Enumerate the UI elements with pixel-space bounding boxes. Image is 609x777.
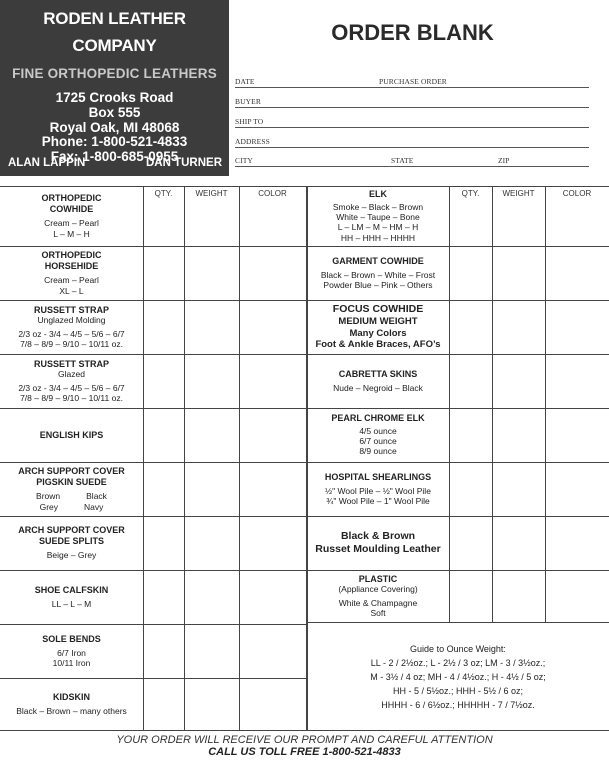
item-title: ORTHOPEDIC [41, 193, 102, 204]
item-line: Black – Brown – many others [16, 705, 127, 716]
item-title: HOSPITAL SHEARLINGS [324, 471, 432, 482]
item-elk [307, 186, 449, 246]
item-line: 2/3 oz - 3/4 – 4/5 – 5/6 – 6/7 [18, 382, 125, 393]
item-russett-strap-glazed [0, 354, 143, 408]
item-title: SHOE CALFSKIN [34, 585, 109, 596]
item-shoe-calfskin [0, 570, 143, 624]
contact-person-2: DAN TURNER [145, 157, 222, 169]
ship-to-label: SHIP TO [235, 117, 264, 126]
item-line: 6/7 ounce [359, 436, 397, 447]
guide-line: HH - 5 / 5½oz.; HHH - 5½ / 6 oz; [392, 685, 524, 696]
item-line: XL – L [59, 285, 84, 296]
item-line: L – LM – M – HM – H [337, 222, 419, 233]
item-line: Cream – Pearl [44, 218, 99, 229]
col-divider [143, 186, 144, 730]
item-arch-suede [0, 516, 143, 570]
item-line: Powder Blue – Pink – Others [323, 280, 433, 291]
item-line: Glazed [58, 369, 85, 380]
item-title: RUSSETT STRAP [33, 304, 109, 315]
item-line: MEDIUM WEIGHT [338, 316, 418, 328]
item-line: 4/5 ounce [359, 425, 397, 436]
color-header-right: COLOR [562, 189, 592, 198]
weight-header-right: WEIGHT [502, 189, 535, 198]
contact-person-1: ALAN LAPPIN [8, 157, 86, 169]
address-fax: Fax: 1-800-685-0955 [50, 149, 179, 165]
buyer-field[interactable] [235, 94, 589, 108]
address-label: ADDRESS [235, 137, 270, 146]
item-line: 6/7 Iron [57, 647, 86, 658]
col-divider [184, 186, 185, 730]
item-line: 10/11 Iron [52, 657, 91, 668]
zip-label: ZIP [498, 156, 510, 165]
item-line: ¾" Wool Pile – 1" Wool Pile [326, 496, 430, 507]
address-box: Box 555 [88, 104, 141, 120]
weight-header-left: WEIGHT [195, 189, 228, 198]
guide-title: Guide to Ounce Weight: [410, 643, 506, 654]
item-title: SOLE BENDS [42, 634, 101, 644]
footer-attention: YOUR ORDER WILL RECEIVE OUR PROMPT AND CAREFUL ATTENTION [116, 734, 493, 746]
item-line: Brown [36, 491, 61, 502]
col-divider [239, 186, 240, 730]
item-russett-strap-unglazed [0, 300, 143, 354]
date-label: DATE [235, 77, 255, 86]
item-title: HORSEHIDE [44, 260, 99, 271]
qty-header-right: QTY. [461, 189, 480, 198]
item-line: Beige – Grey [46, 550, 97, 561]
order-table [0, 186, 609, 730]
color-pair [40, 502, 104, 512]
col-divider [449, 186, 450, 622]
item-title: Black & Brown [340, 530, 416, 542]
item-title: GARMENT COWHIDE [332, 255, 424, 266]
item-title: ELK [369, 189, 387, 200]
company-name-line1: RODEN LEATHER [43, 9, 186, 28]
purchase-order-label: PURCHASE ORDER [379, 77, 447, 86]
item-title: PIGSKIN SUEDE [36, 476, 107, 487]
item-garment-cowhide [307, 246, 449, 300]
item-line: LL – L – M [51, 598, 92, 609]
item-line: White & Champagne [338, 597, 418, 608]
table-bottom-border [0, 730, 609, 731]
address-field[interactable] [235, 134, 589, 148]
item-title: SUEDE SPLITS [38, 535, 104, 546]
state-label: STATE [391, 156, 414, 165]
item-line: White – Taupe – Bone [336, 212, 420, 223]
item-line: 7/8 – 8/9 – 9/10 – 10/11 oz. [20, 338, 123, 349]
item-line: Smoke – Black – Brown [332, 201, 424, 212]
item-line: Navy [84, 501, 104, 512]
ship-to-field[interactable] [235, 114, 589, 128]
col-divider [545, 186, 546, 622]
address-street: 1725 Crooks Road [55, 90, 174, 105]
item-line: 2/3 oz - 3/4 – 4/5 – 5/6 – 6/7 [18, 328, 125, 339]
item-english-kips [0, 408, 143, 462]
item-focus-cowhide [307, 300, 449, 354]
item-sole-bends [0, 624, 143, 678]
footer-toll-free: CALL US TOLL FREE 1-800-521-4833 [208, 746, 401, 758]
guide-line: HHHH - 6 / 6½oz.; HHHHH - 7 / 7½oz. [381, 699, 535, 710]
address-city: Royal Oak, MI 48068 [49, 119, 180, 135]
item-line: ½" Wool Pile – ½" Wool Pile [325, 486, 431, 497]
item-line: Soft [370, 607, 386, 618]
company-name-line2: COMPANY [72, 36, 157, 55]
item-line: Foot & Ankle Braces, AFO’s [315, 339, 441, 351]
item-arch-pigskin [0, 462, 143, 516]
item-line: 8/9 ounce [359, 446, 397, 457]
item-plastic [307, 570, 449, 622]
item-title: PLASTIC [358, 573, 398, 584]
item-title: COWHIDE [49, 203, 94, 214]
item-hospital-shearlings [307, 462, 449, 516]
item-line: Black [86, 491, 107, 502]
item-title: ENGLISH KIPS [39, 429, 104, 440]
item-line: Grey [39, 501, 59, 512]
item-line: Nude – Negroid – Black [333, 383, 423, 394]
company-tagline: FINE ORTHOPEDIC LEATHERS [12, 66, 217, 81]
item-orthopedic-horsehide [0, 246, 143, 300]
item-line: (Appliance Covering) [338, 584, 418, 595]
company-block [0, 0, 229, 176]
item-title: ARCH SUPPORT COVER [18, 525, 125, 536]
color-pair [36, 491, 107, 501]
item-pearl-chrome-elk [307, 408, 449, 462]
ounce-weight-guide [307, 623, 609, 730]
date-po-field[interactable] [235, 74, 589, 88]
item-title: Russet Moulding Leather [315, 543, 441, 555]
city-label: CITY [235, 156, 253, 165]
item-line: L – M – H [53, 228, 90, 239]
guide-line: LL - 2 / 2½oz.; L - 2½ / 3 oz; LM - 3 / 3½oz.; [370, 657, 546, 668]
item-line: Cream – Pearl [44, 275, 99, 286]
item-line: Unglazed Molding [37, 315, 106, 326]
page-title: ORDER BLANK [331, 20, 494, 45]
buyer-label: BUYER [235, 97, 261, 106]
color-header-left: COLOR [258, 189, 287, 198]
item-line: HH – HHH – HHHH [340, 232, 416, 243]
item-line: Black – Brown – White – Frost [320, 270, 436, 281]
col-divider [492, 186, 493, 622]
item-kidskin [0, 678, 143, 730]
item-title: KIDSKIN [52, 692, 90, 703]
item-orthopedic-cowhide [0, 186, 143, 246]
item-line: 7/8 – 8/9 – 9/10 – 10/11 oz. [20, 392, 123, 403]
item-title: PEARL CHROME ELK [331, 413, 425, 424]
item-title: CABRETTA SKINS [338, 368, 418, 379]
guide-line: M - 3½ / 4 oz; MH - 4 / 4½oz.; H - 4½ / 5 oz; [370, 671, 546, 682]
item-title: RUSSETT STRAP [33, 358, 109, 369]
company-address [0, 91, 229, 165]
item-title: ARCH SUPPORT COVER [18, 466, 125, 477]
item-russet-moulding [307, 516, 449, 570]
item-title: ORTHOPEDIC [41, 250, 102, 261]
item-cabretta-skins [307, 354, 449, 408]
item-title: FOCUS COWHIDE [332, 303, 424, 316]
address-phone: Phone: 1-800-521-4833 [41, 134, 188, 150]
item-line: Many Colors [349, 327, 407, 339]
city-state-zip-field[interactable] [235, 153, 589, 167]
qty-header-left: QTY. [154, 189, 173, 198]
